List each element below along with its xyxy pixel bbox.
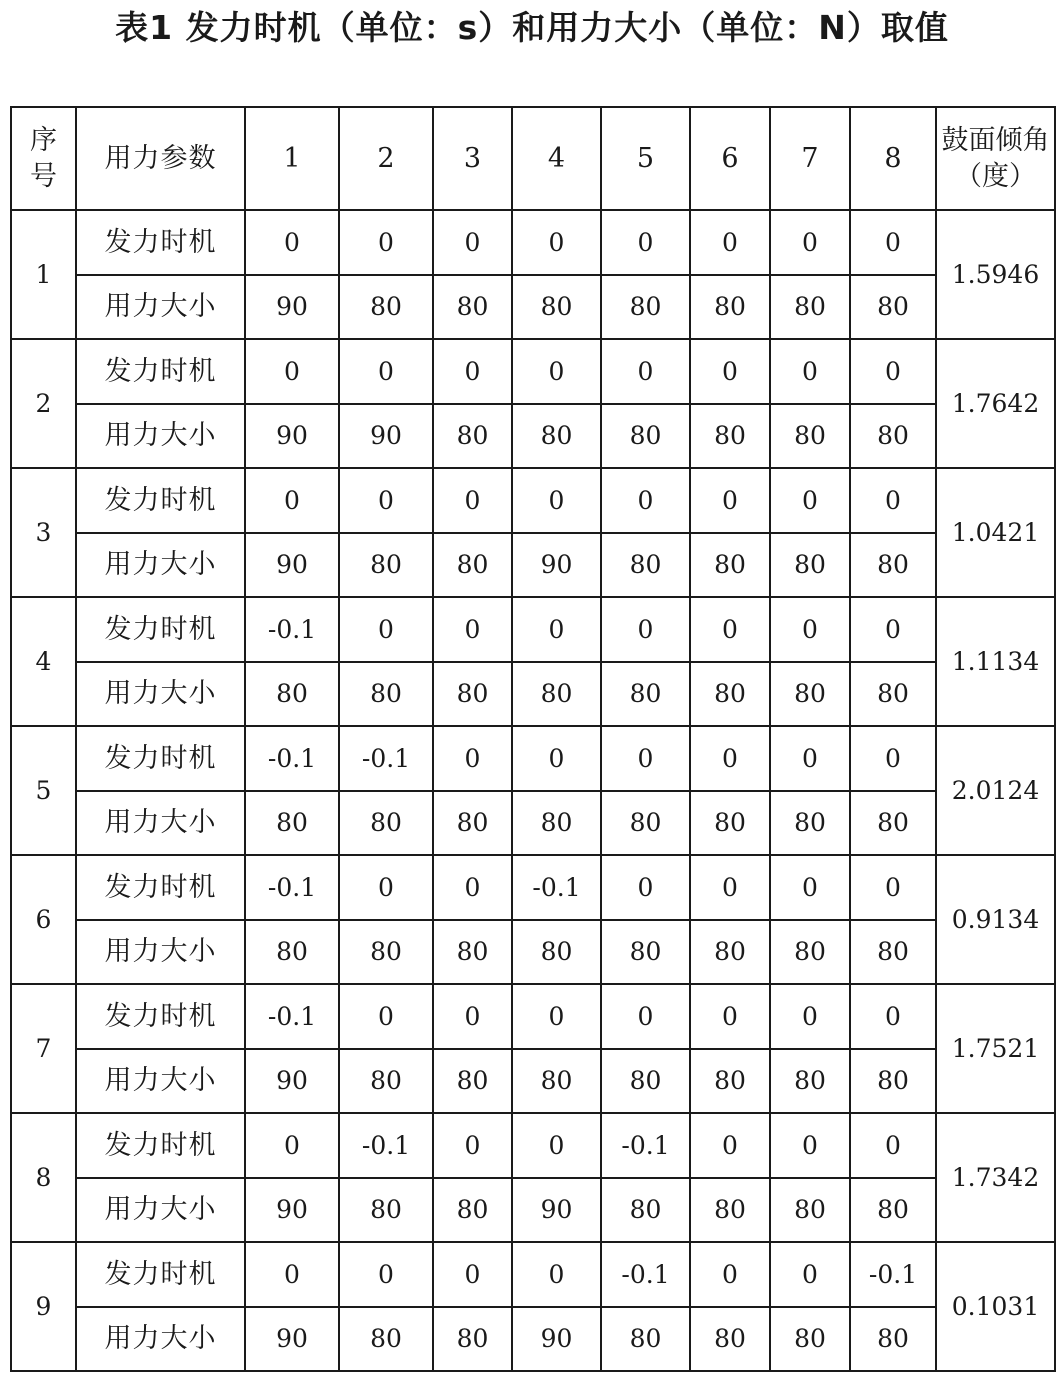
- table-row: [11, 1113, 1055, 1178]
- timing-cell: 0: [770, 339, 850, 404]
- timing-label: 发力时机: [76, 468, 245, 533]
- timing-cell: 0: [245, 339, 339, 404]
- timing-cell: 0: [850, 1113, 936, 1178]
- force-cell: 80: [339, 920, 433, 984]
- force-cell: 80: [339, 662, 433, 726]
- table-row: [11, 210, 1055, 275]
- row-seq: 2: [11, 339, 76, 468]
- angle-cell: 1.7642: [936, 339, 1055, 468]
- force-cell: 80: [850, 1307, 936, 1371]
- timing-cell: -0.1: [245, 726, 339, 791]
- timing-cell: 0: [512, 468, 601, 533]
- force-cell: 90: [245, 404, 339, 468]
- timing-cell: 0: [770, 597, 850, 662]
- table-row: [11, 984, 1055, 1049]
- timing-label: 发力时机: [76, 210, 245, 275]
- force-cell: 80: [690, 1307, 770, 1371]
- timing-cell: -0.1: [512, 855, 601, 920]
- table-row: [11, 855, 1055, 920]
- force-cell: 80: [433, 275, 512, 339]
- force-cell: 80: [770, 533, 850, 597]
- header-seq: 序号: [11, 107, 76, 210]
- timing-cell: 0: [433, 468, 512, 533]
- force-cell: 80: [512, 404, 601, 468]
- timing-cell: 0: [690, 1242, 770, 1307]
- force-cell: 80: [601, 1049, 690, 1113]
- header-col-8: 8: [850, 107, 936, 210]
- timing-cell: 0: [690, 210, 770, 275]
- force-cell: 80: [512, 1049, 601, 1113]
- timing-cell: 0: [601, 468, 690, 533]
- row-seq: 5: [11, 726, 76, 855]
- timing-cell: 0: [690, 339, 770, 404]
- angle-cell: 1.7521: [936, 984, 1055, 1113]
- force-cell: 80: [601, 1307, 690, 1371]
- force-cell: 80: [690, 533, 770, 597]
- force-cell: 80: [433, 1178, 512, 1242]
- force-label: 用力大小: [76, 1178, 245, 1242]
- force-label: 用力大小: [76, 920, 245, 984]
- table-row: [11, 339, 1055, 404]
- timing-cell: 0: [433, 984, 512, 1049]
- header-col-6: 6: [690, 107, 770, 210]
- force-cell: 80: [770, 791, 850, 855]
- table-row: [11, 662, 1055, 726]
- table-row: [11, 1242, 1055, 1307]
- force-cell: 80: [770, 404, 850, 468]
- force-cell: 80: [601, 1178, 690, 1242]
- force-cell: 80: [770, 1307, 850, 1371]
- timing-cell: 0: [601, 855, 690, 920]
- timing-cell: 0: [512, 984, 601, 1049]
- force-cell: 80: [601, 791, 690, 855]
- timing-cell: 0: [512, 210, 601, 275]
- force-label: 用力大小: [76, 404, 245, 468]
- force-cell: 80: [770, 1049, 850, 1113]
- table-row: [11, 1049, 1055, 1113]
- force-label: 用力大小: [76, 662, 245, 726]
- force-cell: 80: [601, 275, 690, 339]
- timing-cell: 0: [770, 855, 850, 920]
- angle-cell: 0.9134: [936, 855, 1055, 984]
- force-cell: 80: [433, 533, 512, 597]
- timing-cell: 0: [850, 855, 936, 920]
- force-label: 用力大小: [76, 791, 245, 855]
- timing-cell: 0: [245, 468, 339, 533]
- row-seq: 7: [11, 984, 76, 1113]
- timing-cell: 0: [339, 339, 433, 404]
- force-cell: 80: [433, 662, 512, 726]
- timing-cell: -0.1: [245, 597, 339, 662]
- force-cell: 80: [245, 791, 339, 855]
- timing-cell: 0: [690, 984, 770, 1049]
- force-cell: 80: [433, 791, 512, 855]
- timing-cell: 0: [770, 984, 850, 1049]
- timing-cell: 0: [512, 339, 601, 404]
- timing-cell: 0: [601, 597, 690, 662]
- row-seq: 8: [11, 1113, 76, 1242]
- timing-cell: 0: [512, 1113, 601, 1178]
- force-cell: 80: [433, 1307, 512, 1371]
- header-col-5: 5: [601, 107, 690, 210]
- timing-cell: 0: [512, 597, 601, 662]
- force-label: 用力大小: [76, 1049, 245, 1113]
- timing-cell: 0: [770, 1242, 850, 1307]
- force-cell: 80: [850, 1049, 936, 1113]
- force-cell: 80: [850, 533, 936, 597]
- timing-cell: 0: [690, 468, 770, 533]
- force-cell: 80: [339, 533, 433, 597]
- timing-cell: 0: [245, 1113, 339, 1178]
- timing-label: 发力时机: [76, 855, 245, 920]
- timing-cell: 0: [339, 597, 433, 662]
- force-cell: 90: [339, 404, 433, 468]
- timing-label: 发力时机: [76, 1242, 245, 1307]
- force-cell: 80: [601, 404, 690, 468]
- row-seq: 4: [11, 597, 76, 726]
- force-cell: 80: [601, 920, 690, 984]
- timing-cell: 0: [770, 468, 850, 533]
- timing-cell: 0: [433, 597, 512, 662]
- timing-label: 发力时机: [76, 597, 245, 662]
- timing-cell: 0: [850, 984, 936, 1049]
- timing-label: 发力时机: [76, 1113, 245, 1178]
- force-cell: 90: [245, 1178, 339, 1242]
- timing-cell: 0: [512, 1242, 601, 1307]
- force-cell: 80: [850, 1178, 936, 1242]
- force-cell: 80: [339, 1049, 433, 1113]
- force-cell: 90: [512, 533, 601, 597]
- force-cell: 80: [690, 791, 770, 855]
- table-row: [11, 275, 1055, 339]
- table-row: [11, 791, 1055, 855]
- timing-label: 发力时机: [76, 984, 245, 1049]
- timing-cell: 0: [601, 339, 690, 404]
- timing-cell: 0: [433, 855, 512, 920]
- angle-cell: 1.5946: [936, 210, 1055, 339]
- timing-cell: -0.1: [601, 1242, 690, 1307]
- force-cell: 80: [850, 920, 936, 984]
- table-row: [11, 1307, 1055, 1371]
- timing-cell: 0: [690, 855, 770, 920]
- timing-cell: 0: [601, 210, 690, 275]
- timing-cell: -0.1: [601, 1113, 690, 1178]
- force-cell: 80: [245, 920, 339, 984]
- row-seq: 9: [11, 1242, 76, 1371]
- force-cell: 80: [770, 275, 850, 339]
- force-cell: 80: [512, 275, 601, 339]
- angle-cell: 2.0124: [936, 726, 1055, 855]
- timing-cell: 0: [770, 210, 850, 275]
- header-col-2: 2: [339, 107, 433, 210]
- timing-cell: 0: [601, 726, 690, 791]
- timing-cell: -0.1: [245, 855, 339, 920]
- header-row: [11, 107, 1055, 210]
- data-table: [10, 106, 1056, 1372]
- timing-cell: 0: [690, 726, 770, 791]
- angle-cell: 1.1134: [936, 597, 1055, 726]
- timing-cell: 0: [850, 597, 936, 662]
- force-cell: 80: [850, 662, 936, 726]
- timing-cell: 0: [339, 210, 433, 275]
- force-cell: 80: [601, 533, 690, 597]
- force-cell: 90: [245, 275, 339, 339]
- timing-cell: -0.1: [339, 726, 433, 791]
- timing-cell: 0: [690, 597, 770, 662]
- row-seq: 3: [11, 468, 76, 597]
- force-cell: 80: [770, 1178, 850, 1242]
- header-angle: 鼓面倾角（度）: [936, 107, 1055, 210]
- force-cell: 90: [245, 1307, 339, 1371]
- timing-cell: 0: [339, 855, 433, 920]
- angle-cell: 0.1031: [936, 1242, 1055, 1371]
- force-cell: 80: [339, 275, 433, 339]
- timing-cell: 0: [245, 210, 339, 275]
- timing-label: 发力时机: [76, 339, 245, 404]
- force-cell: 90: [245, 1049, 339, 1113]
- angle-cell: 1.0421: [936, 468, 1055, 597]
- table-row: [11, 597, 1055, 662]
- timing-cell: 0: [601, 984, 690, 1049]
- timing-cell: 0: [850, 339, 936, 404]
- header-col-7: 7: [770, 107, 850, 210]
- timing-cell: 0: [339, 1242, 433, 1307]
- timing-cell: 0: [512, 726, 601, 791]
- force-cell: 90: [512, 1178, 601, 1242]
- timing-cell: 0: [339, 984, 433, 1049]
- force-cell: 80: [770, 920, 850, 984]
- header-param: 用力参数: [76, 107, 245, 210]
- force-cell: 80: [433, 920, 512, 984]
- timing-cell: 0: [433, 726, 512, 791]
- row-seq: 1: [11, 210, 76, 339]
- force-cell: 80: [339, 1178, 433, 1242]
- force-cell: 80: [770, 662, 850, 726]
- force-label: 用力大小: [76, 1307, 245, 1371]
- table-row: [11, 920, 1055, 984]
- force-cell: 80: [601, 662, 690, 726]
- force-cell: 80: [512, 662, 601, 726]
- force-label: 用力大小: [76, 533, 245, 597]
- force-cell: 80: [690, 1178, 770, 1242]
- force-cell: 80: [245, 662, 339, 726]
- table-row: [11, 468, 1055, 533]
- force-cell: 80: [339, 1307, 433, 1371]
- table-row: [11, 533, 1055, 597]
- table-row: [11, 404, 1055, 468]
- force-cell: 80: [690, 662, 770, 726]
- timing-cell: -0.1: [850, 1242, 936, 1307]
- table-row: [11, 726, 1055, 791]
- timing-cell: 0: [433, 1242, 512, 1307]
- header-col-4: 4: [512, 107, 601, 210]
- force-cell: 80: [850, 275, 936, 339]
- timing-cell: 0: [245, 1242, 339, 1307]
- table-title: 表1 发力时机（单位：s）和用力大小（单位：N）取值: [115, 8, 949, 47]
- force-cell: 80: [850, 404, 936, 468]
- header-col-1: 1: [245, 107, 339, 210]
- timing-cell: 0: [850, 210, 936, 275]
- force-cell: 80: [690, 404, 770, 468]
- force-cell: 80: [339, 791, 433, 855]
- force-cell: 90: [245, 533, 339, 597]
- timing-cell: 0: [770, 726, 850, 791]
- timing-cell: 0: [433, 210, 512, 275]
- force-cell: 80: [433, 404, 512, 468]
- timing-cell: -0.1: [339, 1113, 433, 1178]
- timing-label: 发力时机: [76, 726, 245, 791]
- force-cell: 80: [690, 275, 770, 339]
- force-label: 用力大小: [76, 275, 245, 339]
- timing-cell: 0: [850, 726, 936, 791]
- timing-cell: -0.1: [245, 984, 339, 1049]
- force-cell: 80: [850, 791, 936, 855]
- timing-cell: 0: [339, 468, 433, 533]
- force-cell: 80: [690, 1049, 770, 1113]
- timing-cell: 0: [433, 1113, 512, 1178]
- force-cell: 80: [512, 920, 601, 984]
- force-cell: 80: [512, 791, 601, 855]
- force-cell: 90: [512, 1307, 601, 1371]
- force-cell: 80: [690, 920, 770, 984]
- angle-cell: 1.7342: [936, 1113, 1055, 1242]
- table-row: [11, 1178, 1055, 1242]
- timing-cell: 0: [690, 1113, 770, 1178]
- timing-cell: 0: [433, 339, 512, 404]
- header-col-3: 3: [433, 107, 512, 210]
- timing-cell: 0: [770, 1113, 850, 1178]
- row-seq: 6: [11, 855, 76, 984]
- force-cell: 80: [433, 1049, 512, 1113]
- timing-cell: 0: [850, 468, 936, 533]
